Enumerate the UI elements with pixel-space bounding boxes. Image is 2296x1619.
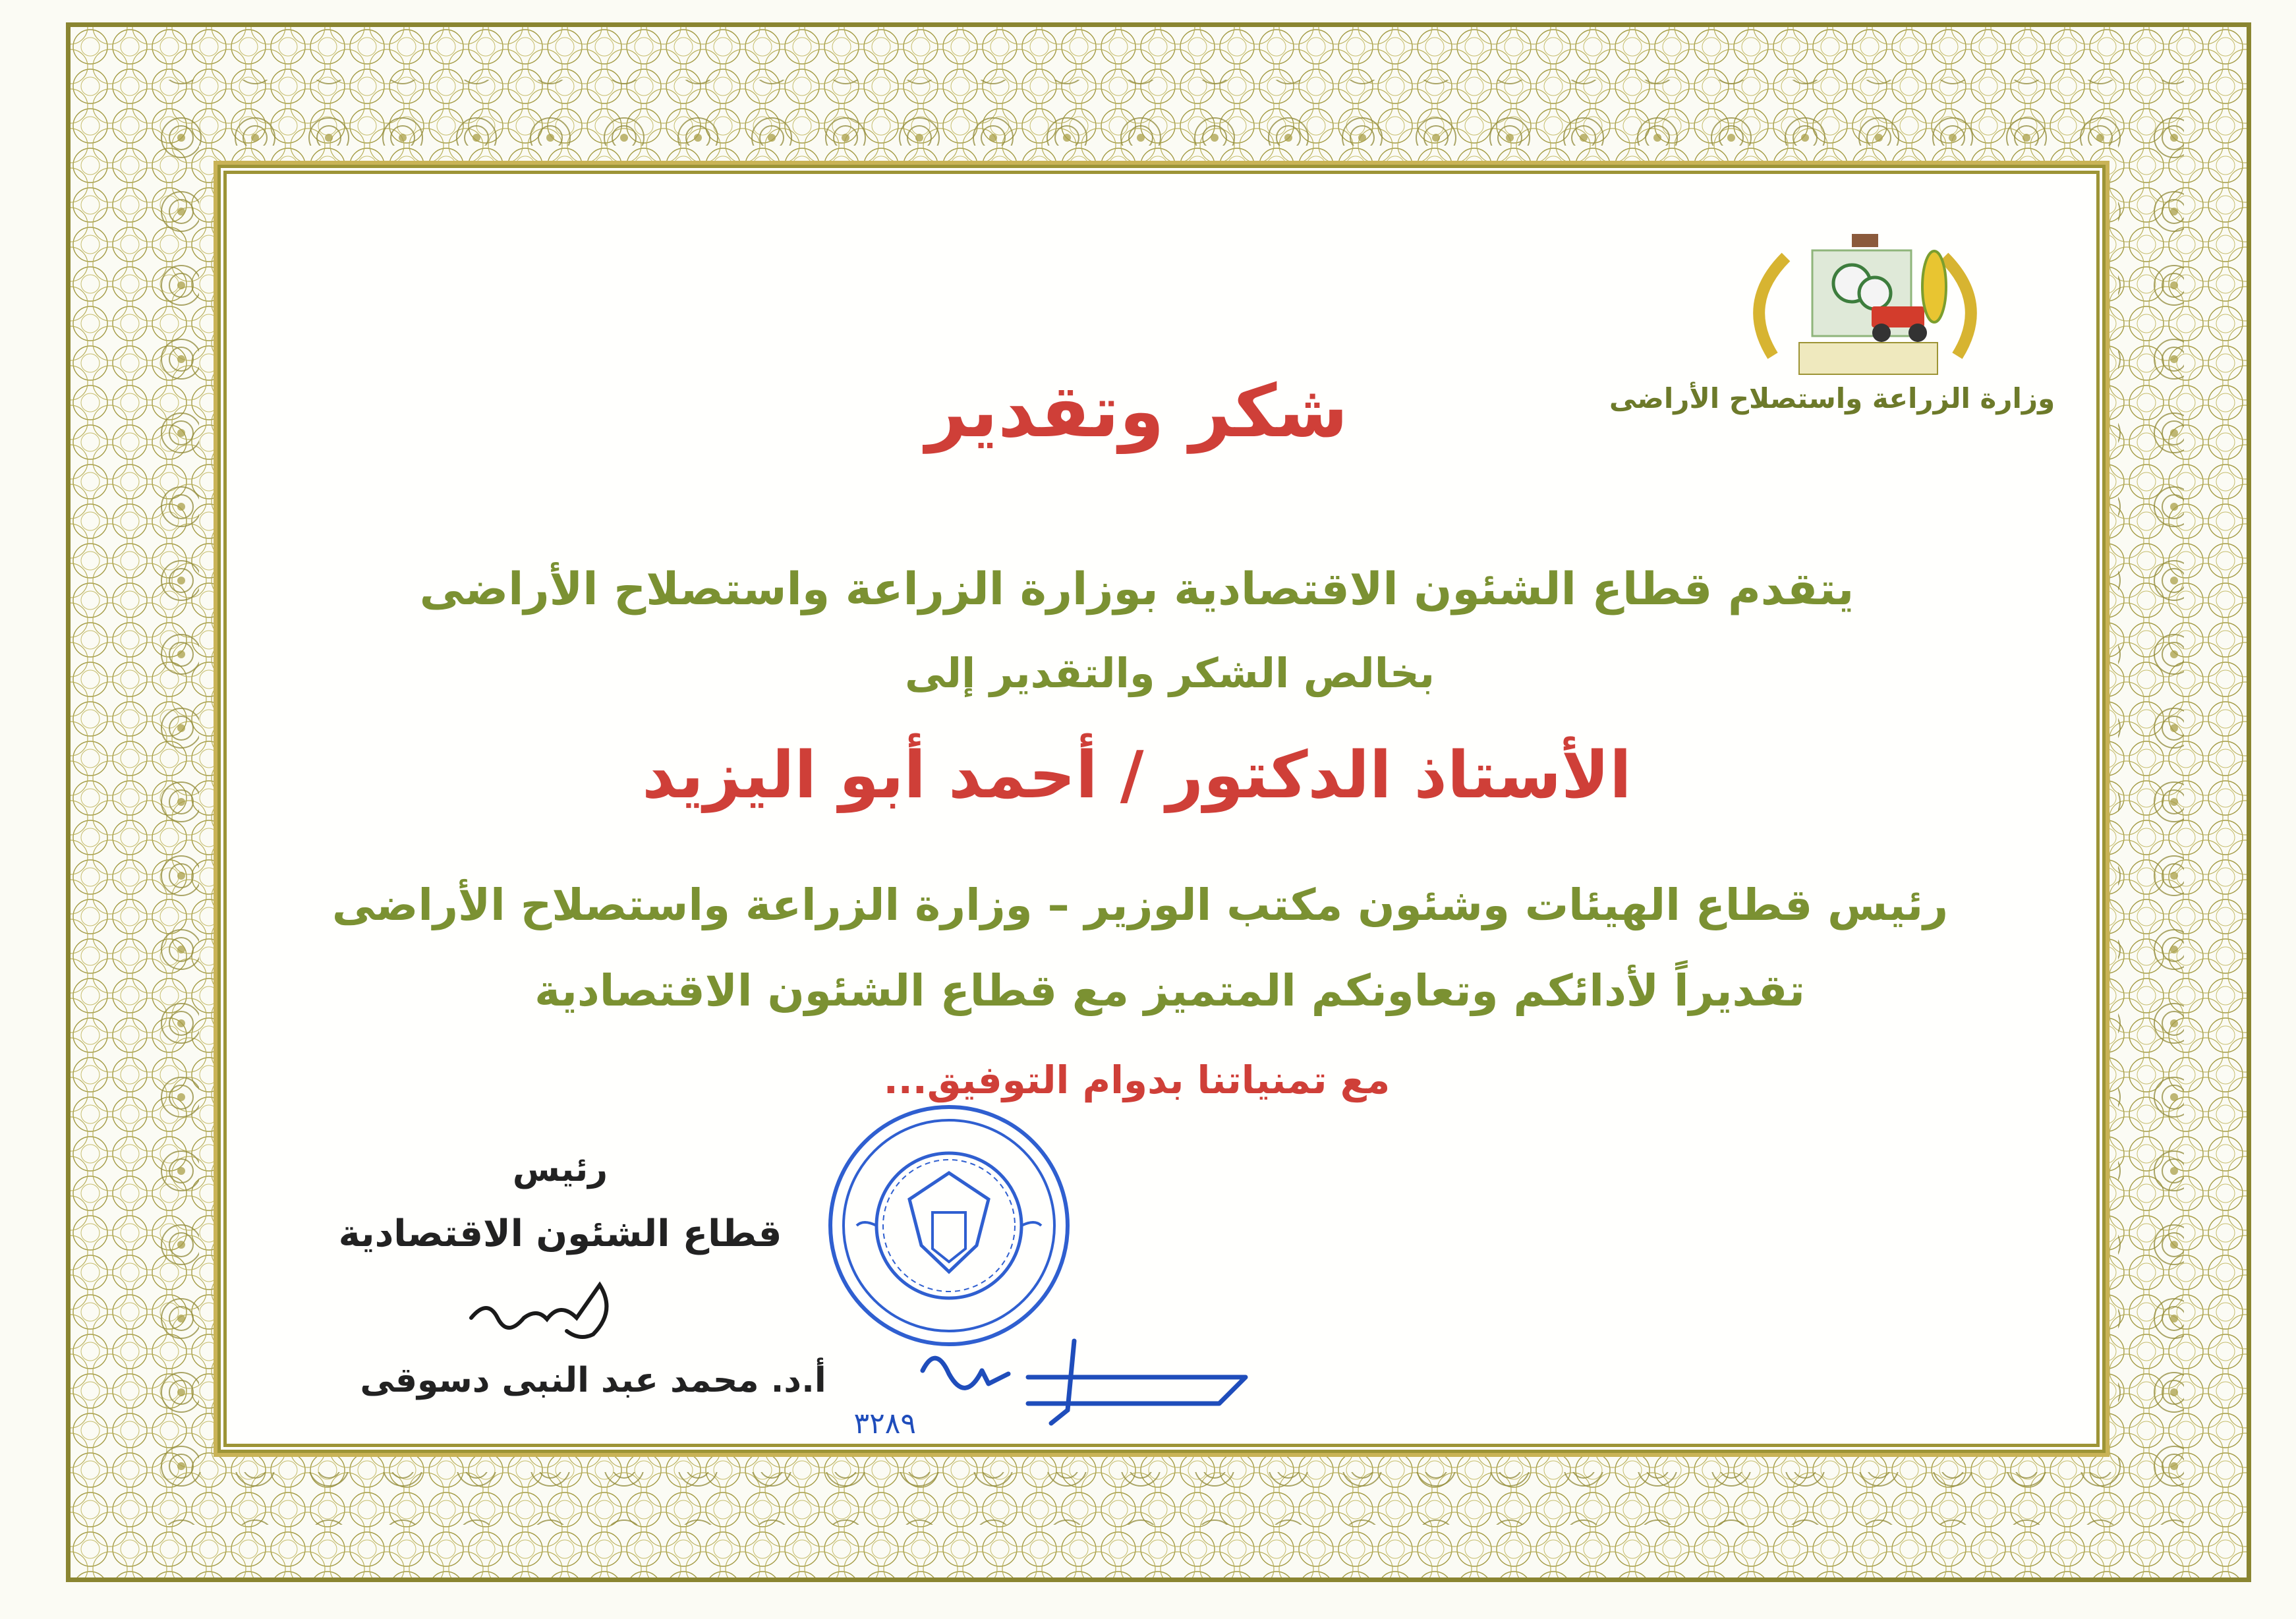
- body-line-2: بخالص الشكر والتقدير إلى: [904, 649, 1435, 697]
- body-line-5: تقديراً لأدائكم وتعاونكم المتميز مع قطاع الشئون الاقتصادية: [534, 965, 1805, 1016]
- signatory-name: أ.د. محمد عبد النبى دسوقى: [360, 1361, 826, 1400]
- ministry-logo: [1727, 224, 2003, 382]
- ministry-name: وزارة الزراعة واستصلاح الأراضى: [1609, 382, 2055, 414]
- handwritten-signature-icon: [461, 1272, 633, 1344]
- official-seal-icon: [824, 1100, 1074, 1351]
- handwritten-signature-icon: [853, 1331, 1272, 1443]
- seal-number: ٣٢٨٩: [853, 1407, 916, 1440]
- signatory-sector: قطاع الشئون الاقتصادية: [338, 1212, 782, 1255]
- signatory-title: رئيس: [512, 1150, 608, 1189]
- body-line-4: رئيس قطاع الهيئات وشئون مكتب الوزير – وزارة الزراعة واستصلاح الأراضى: [331, 880, 1949, 930]
- closing-wishes: مع تمنياتنا بدوام التوفيق...: [883, 1058, 1391, 1102]
- certificate-title: شكر وتقدير: [925, 369, 1348, 453]
- body-line-1: يتقدم قطاع الشئون الاقتصادية بوزارة الزراعة واستصلاح الأراضى: [419, 563, 1854, 615]
- recipient-name: الأستاذ الدكتور / أحمد أبو اليزيد: [642, 738, 1632, 813]
